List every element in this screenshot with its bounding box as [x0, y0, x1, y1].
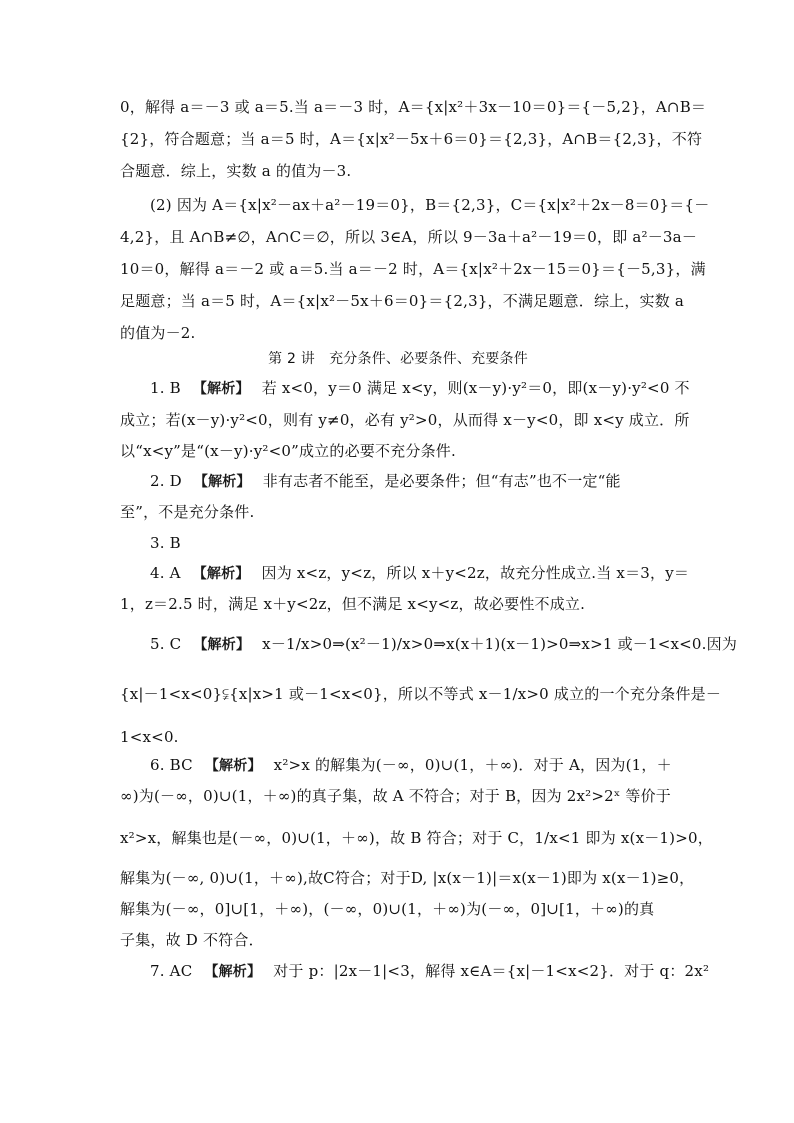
- text-line: {2}，符合题意；当 a＝5 时，A＝{x|x²－5x＋6＝0}＝{2,3}，A∩B＝{2,3}，不符: [120, 130, 703, 148]
- jiexi-label: 【解析】: [192, 566, 250, 582]
- answer-text: 对于 p：|2x－1|<3，解得 x∈A＝{x|－1<x<2}．对于 q：2x²: [273, 962, 710, 980]
- answer-head: 2. D: [150, 472, 182, 490]
- answer-q5: [150, 634, 738, 655]
- text-line: 解集为(－∞，0]∪[1，＋∞)，(－∞，0)∪(1，＋∞)为(－∞，0]∪[1，＋∞)的真: [120, 900, 655, 918]
- text-line: (2) 因为 A＝{x|x²－ax＋a²－19＝0}，B＝{2,3}，C＝{x|x²＋2x－8＝0}＝{－: [150, 196, 710, 214]
- text-line: ∞)为(－∞，0)∪(1，＋∞)的真子集，故 A 不符合；对于 B，因为 2x²>2ˣ 等价于: [120, 787, 671, 805]
- answer-q6: [150, 755, 676, 776]
- text-line: 足题意；当 a＝5 时，A＝{x|x²－5x＋6＝0}＝{2,3}，不满足题意．综上，实数 a: [120, 292, 685, 310]
- text-line: {x|－1<x<0}⫋{x|x>1 或－1<x<0}，所以不等式 x－1/x>0 成立的一个充分条件是－: [120, 685, 722, 703]
- answer-q4: [150, 563, 690, 584]
- text-line: 1<x<0.: [120, 728, 179, 746]
- text-line: 成立；若(x－y)·y²<0，则有 y≠0，必有 y²>0，从而得 x－y<0，即 x<y 成立．所: [120, 411, 690, 429]
- text-line: 解集为(－∞, 0)∪(1，＋∞),故C符合；对于D, |x(x－1)|＝x(x－1)即为 x(x－1)≥0，: [120, 869, 695, 887]
- section-title: 第 2 讲 充分条件、必要条件、充要条件: [268, 351, 528, 367]
- answer-head: 5. C: [150, 635, 182, 653]
- answer-q3: [150, 533, 676, 553]
- answer-q7: [150, 961, 710, 982]
- answer-q2: [150, 471, 676, 492]
- answer-text: x－1/x>0⇒(x²－1)/x>0⇒x(x＋1)(x－1)>0⇒x>1 或－1<x<0.因为: [262, 635, 738, 653]
- answer-head: 3. B: [150, 534, 181, 552]
- answer-q1: [150, 378, 690, 399]
- text-line: 4,2}，且 A∩B≠∅，A∩C＝∅，所以 3∈A，所以 9－3a＋a²－19＝0，即 a²－3a－: [120, 228, 698, 246]
- text-line: 的值为－2.: [120, 324, 196, 342]
- jiexi-label: 【解析】: [204, 964, 262, 980]
- answer-text: 因为 x<z，y<z，所以 x＋y<2z，故充分性成立.当 x＝3，y＝: [261, 564, 690, 582]
- jiexi-label: 【解析】: [204, 758, 262, 774]
- text-line: 合题意．综上，实数 a 的值为－3.: [120, 162, 352, 180]
- jiexi-label: 【解析】: [193, 637, 251, 653]
- text-line: 至”，不是充分条件.: [120, 503, 255, 521]
- text-line: 子集，故 D 不符合．: [120, 931, 264, 949]
- text-line: 10＝0，解得 a＝－2 或 a＝5.当 a＝－2 时，A＝{x|x²＋2x－15＝0}＝{－5,3}，满: [120, 260, 706, 278]
- jiexi-label: 【解析】: [193, 474, 251, 490]
- answer-head: 6. BC: [150, 756, 193, 774]
- answer-head: 7. AC: [150, 962, 193, 980]
- text-line: 1，z＝2.5 时，满足 x＋y<2z，但不满足 x<y<z，故必要性不成立.: [120, 595, 586, 613]
- answer-text: 非有志者不能至，是必要条件；但“有志”也不一定“能: [262, 472, 621, 490]
- text-line: x²>x，解集也是(－∞，0)∪(1，＋∞)，故 B 符合；对于 C，1/x<1 即为 x(x－1)>0，: [120, 829, 713, 847]
- text-line: 0，解得 a＝－3 或 a＝5.当 a＝－3 时，A＝{x|x²＋3x－10＝0}＝{－5,2}，A∩B＝: [120, 98, 707, 116]
- answer-head: 4. A: [150, 564, 181, 582]
- jiexi-label: 【解析】: [192, 381, 250, 397]
- answer-head: 1. B: [150, 379, 181, 397]
- answer-text: 若 x<0，y＝0 满足 x<y，则(x－y)·y²＝0，即(x－y)·y²<0 不: [261, 379, 690, 397]
- answer-text: x²>x 的解集为(－∞，0)∪(1，＋∞)．对于 A，因为(1，＋: [273, 756, 672, 774]
- text-line: 以“x<y”是“(x－y)·y²<0”成立的必要不充分条件.: [120, 442, 456, 460]
